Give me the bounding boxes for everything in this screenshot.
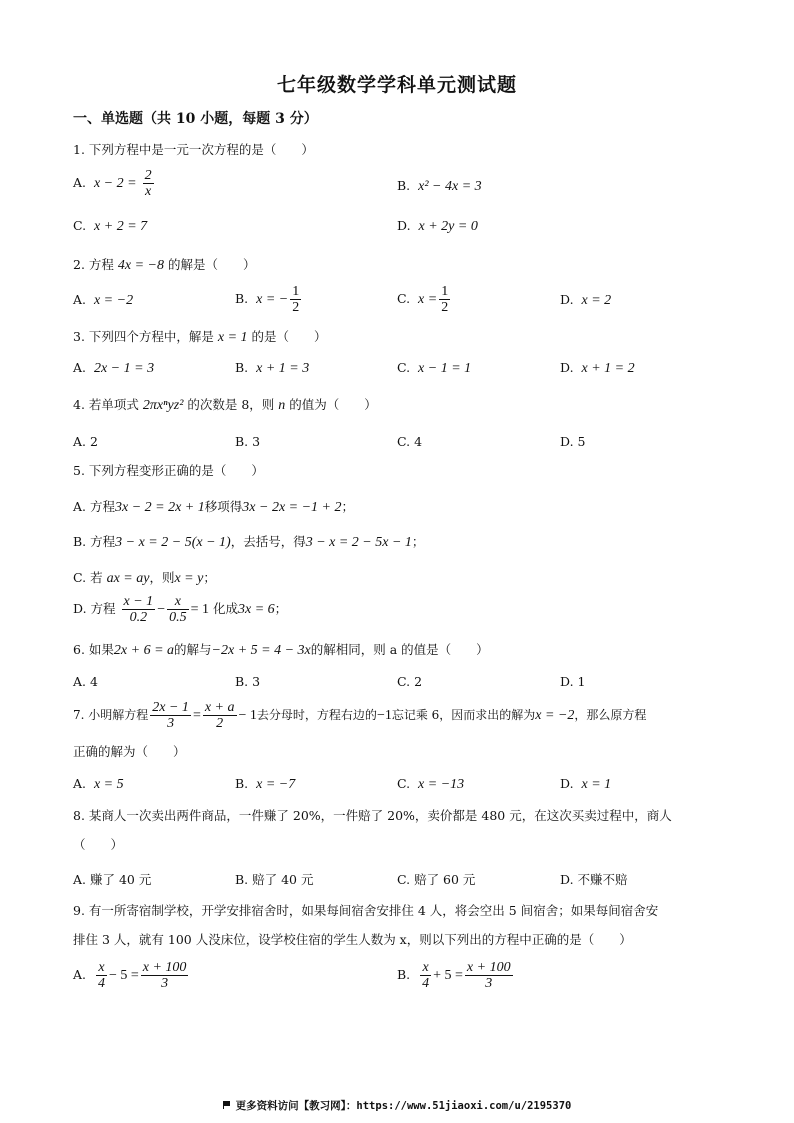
fraction: $\frac{x - 1}{0.2}$ [123,594,154,625]
q3-option-d: D. x + 1 = 2 [560,360,635,376]
page-title: 七年级数学学科单元测试题 [276,74,517,96]
question-8-line2: （ ） [73,837,124,852]
fraction: $\frac{x}{4}$ [97,960,105,991]
question-7-stem: 7. 小明解方程 $\frac{2x - 1}{3}$ = $\frac{x + a}{2}$ − 1去分母时，方程右边的−1忘记乘 6，因而求出的解为x = −2，那么原方程 [73,700,647,731]
question-2-stem: 2. 方程 4x = −8 的解是（ ） [73,257,256,273]
fraction: $\frac{2}{x}$ [144,168,152,199]
question-5-stem: 5. 下列方程变形正确的是（ ） [73,463,264,478]
fraction: $\frac{x}{4}$ [422,960,430,991]
q5-option-c: C. 若 ax = ay，则x = y； [73,570,216,586]
q3-option-c: C. x − 1 = 1 [397,360,472,376]
q9-option-b: B. $\frac{x}{4}$ + 5 = $\frac{x + 100}{3}$ [397,960,511,991]
flag-icon [223,1101,232,1109]
q8-option-d: D. 不赚不赔 [560,872,628,887]
q2-option-d: D. x = 2 [560,292,612,308]
section-heading: 一、单选题（共 10 小题，每题 3 分） [73,111,318,127]
q4-option-b: B. 3 [235,434,261,449]
q9-option-a: A. $\frac{x}{4}$ − 5 = $\frac{x + 100}{3}$ [73,960,187,991]
fraction: $\frac{x}{0.5}$ [169,594,187,625]
q5-option-a: A. 方程3x − 2 = 2x + 1移项得3x − 2x = −1 + 2； [73,499,355,515]
question-9-line2: 排住 3 人，就有 100 人没床位，设学校住宿的学生人数为 x，则以下列出的方程中正确的是（ ） [73,932,632,947]
fraction: $\frac{x + 100}{3}$ [466,960,511,991]
q2-option-a: A. x = −2 [73,292,134,308]
q7-option-a: A. x = 5 [73,776,124,792]
q7-option-d: D. x = 1 [560,776,612,792]
q7-option-c: C. x = −13 [397,776,465,792]
fraction: $\frac{x + a}{2}$ [204,700,235,731]
q8-option-c: C. 赔了 60 元 [397,872,476,887]
q3-option-a: A. 2x − 1 = 3 [73,360,155,376]
question-7-line2: 正确的解为（ ） [73,744,186,759]
q5-option-b: B. 方程3 − x = 2 − 5(x − 1)，去括号，得3 − x = 2 − 5x − 1； [73,534,425,550]
question-6-stem: 6. 如果2x + 6 = a的解与−2x + 5 = 4 − 3x的解相同，则 a 的值是（ ） [73,642,489,658]
question-1-stem: 1. 下列方程中是一元一次方程的是（ ） [73,142,314,157]
q6-option-b: B. 3 [235,674,261,689]
q4-option-d: D. 5 [560,434,586,449]
q2-option-c: C. x = $\frac{1}{2}$ [397,284,449,315]
fraction: $\frac{2x - 1}{3}$ [152,700,189,731]
q1-option-b: B. x² − 4x = 3 [397,178,482,194]
q6-option-c: C. 2 [397,674,423,689]
question-8-stem: 8. 某商人一次卖出两件商品，一件赚了 20%，一件赔了 20%，卖价都是 480 元，在这次买卖过程中，商人 [73,808,672,823]
question-4-stem: 4. 若单项式 2πxⁿyz² 的次数是 8，则 n 的值为（ ） [73,397,377,413]
q2-option-b: B. x = − $\frac{1}{2}$ [235,284,300,315]
question-9-stem: 9. 有一所寄宿制学校，开学安排宿舍时，如果每间宿舍安排住 4 人，将会空出 5 间宿舍；如果每间宿舍安 [73,903,659,918]
q6-option-a: A. 4 [73,674,98,689]
q6-option-d: D. 1 [560,674,586,689]
fraction: $\frac{1}{2}$ [292,284,300,315]
footer-link[interactable]: 更多资料访问【教习网】：https://www.51jiaoxi.com/u/2195370 [0,1098,794,1113]
q4-option-c: C. 4 [397,434,423,449]
q5-option-d: D. 方程 $\frac{x - 1}{0.2}$ − $\frac{x}{0.5}$ = 1 化成3x = 6； [73,594,288,625]
q1-option-a: A. x − 2 = $\frac{2}{x}$ [73,168,152,199]
q4-option-a: A. 2 [73,434,98,449]
q7-option-b: B. x = −7 [235,776,296,792]
q3-option-b: B. x + 1 = 3 [235,360,310,376]
q1-option-d: D. x + 2y = 0 [397,218,478,234]
fraction: $\frac{x + 100}{3}$ [142,960,187,991]
q8-option-a: A. 赚了 40 元 [73,872,152,887]
question-3-stem: 3. 下列四个方程中，解是 x = 1 的是（ ） [73,329,327,345]
q1-option-c: C. x + 2 = 7 [73,218,148,234]
q8-option-b: B. 赔了 40 元 [235,872,314,887]
fraction: $\frac{1}{2}$ [441,284,449,315]
